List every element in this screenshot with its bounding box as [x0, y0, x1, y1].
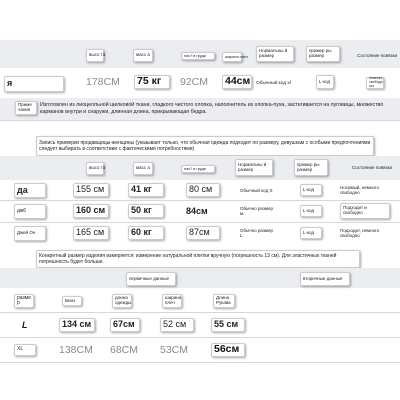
header-height: высо та: [86, 49, 104, 62]
value-shoulder: 52 см: [160, 318, 194, 332]
row-label: да: [14, 183, 46, 198]
header-weight: масс а: [133, 49, 153, 62]
value-bust: 134 см: [59, 318, 95, 332]
value-weight: 50 кг: [128, 204, 164, 218]
fabric-note: Изготовлен из лиоцелльной шелковой ткани, гладкого чистого хлопка, наполнитель из хлопка-пуха, застегивается на пуговицы, множество карманов внутри и снаружи, длинная длина, прикрывающая бедра.: [40, 102, 384, 115]
section1-note-row: [0, 98, 400, 120]
header-status: Состояние повязки: [357, 52, 397, 58]
value-weight: 75 кг: [134, 75, 170, 89]
header-bust: Вниз: [62, 296, 82, 306]
section2-row-2: [0, 201, 400, 222]
value-length: 67см: [110, 318, 140, 332]
section1-header-row: [0, 40, 400, 68]
notes-label: Приме чания: [15, 101, 37, 115]
section2-header-row: [0, 156, 400, 180]
value-shoulder: 44см: [222, 75, 252, 89]
value-tryon-size: L-код: [316, 75, 334, 89]
value-chest: 80 см: [186, 183, 220, 197]
row-label: Джей Он: [14, 226, 46, 241]
section3-group-row: [0, 268, 400, 288]
value-normal-size: Обычный код xl: [256, 80, 291, 86]
value-normal-size: Обычный код S: [240, 187, 273, 193]
value-status: Подходит, немного свободно: [340, 228, 380, 238]
value-weight: 60 кг: [128, 226, 164, 240]
header-weight: масс а: [133, 162, 153, 175]
value-height: 165 см: [73, 226, 109, 240]
value-normal-size: Обычно размер L: [240, 228, 274, 238]
value-status: немного свободн ого: [366, 77, 384, 89]
value-tryon-size: L-код: [300, 205, 322, 217]
header-shoulder: ширина плеч: [162, 294, 182, 308]
value-chest: 87см: [186, 226, 220, 240]
size-value: L: [22, 320, 28, 330]
group-secondary: вторичные данные: [300, 272, 350, 286]
value-normal-size: Обычно размер м.: [240, 206, 274, 216]
header-size: разме р: [14, 294, 34, 308]
header-chest: нач? в груди: [181, 52, 215, 60]
value-height: 155 см: [73, 183, 109, 197]
header-shoulder: ширина плеч: [222, 52, 242, 62]
section3-header-row: [0, 288, 400, 312]
row-label: дж6: [14, 204, 46, 219]
section2-panel: [0, 127, 400, 244]
section2-intro: Запись примерки продавщицы-женщины (указывает только, что обычная одежда подходит по размеру, девушкам с особыми предпочтениями следует выбирать в соответствии с фактическими потребностями): [36, 136, 374, 156]
section3-panel: [0, 246, 400, 400]
value-height: 160 см: [73, 204, 109, 218]
section2-row-1: [0, 180, 400, 200]
section2-row-3: [0, 223, 400, 244]
value-tryon-size: L-код: [300, 227, 322, 239]
value-chest: 92CM: [180, 76, 209, 88]
value-status: Подходит и свободно: [340, 203, 390, 219]
header-normal-size: Нормальны й размер: [256, 46, 294, 62]
section1-panel: [0, 0, 400, 127]
header-tryon-size: пример ры размер: [306, 46, 340, 62]
value-shoulder: 53CM: [160, 344, 189, 356]
value-length: 68CM: [110, 344, 139, 356]
value-height: 178CM: [86, 76, 120, 88]
value-sleeve: 55 см: [211, 318, 245, 332]
section1-data-row: [0, 68, 400, 98]
section3-row-2: [0, 338, 400, 362]
header-sleeve: Длина Рукава: [213, 294, 235, 308]
section3-intro: Конкретный размер изделия измеряется: измерение натуральной плитки вручную (погрешность 13 см). Для эластичных тканей погрешность будет больше.: [36, 250, 360, 268]
value-weight: 41 кг: [128, 183, 164, 197]
header-chest: нач? в груди: [181, 165, 215, 173]
value-chest: 84см: [186, 206, 208, 216]
header-height: высо та: [86, 162, 104, 175]
header-tryon-size: пример ры размер: [294, 159, 328, 176]
value-bust: 138CM: [59, 344, 93, 356]
size-value: XL: [14, 344, 36, 356]
value-tryon-size: L-код: [300, 184, 322, 196]
value-sleeve: 56см: [211, 343, 245, 357]
header-normal-size: Нормальны й размер: [235, 159, 273, 176]
row-label: я: [4, 76, 64, 92]
group-primary: первичные данные: [126, 272, 176, 286]
value-status: Носимый, немного свободно: [340, 185, 379, 195]
header-length: длина одежды: [112, 294, 132, 308]
section3-row-1: [0, 313, 400, 337]
header-status: Состояние повязки: [352, 164, 392, 170]
